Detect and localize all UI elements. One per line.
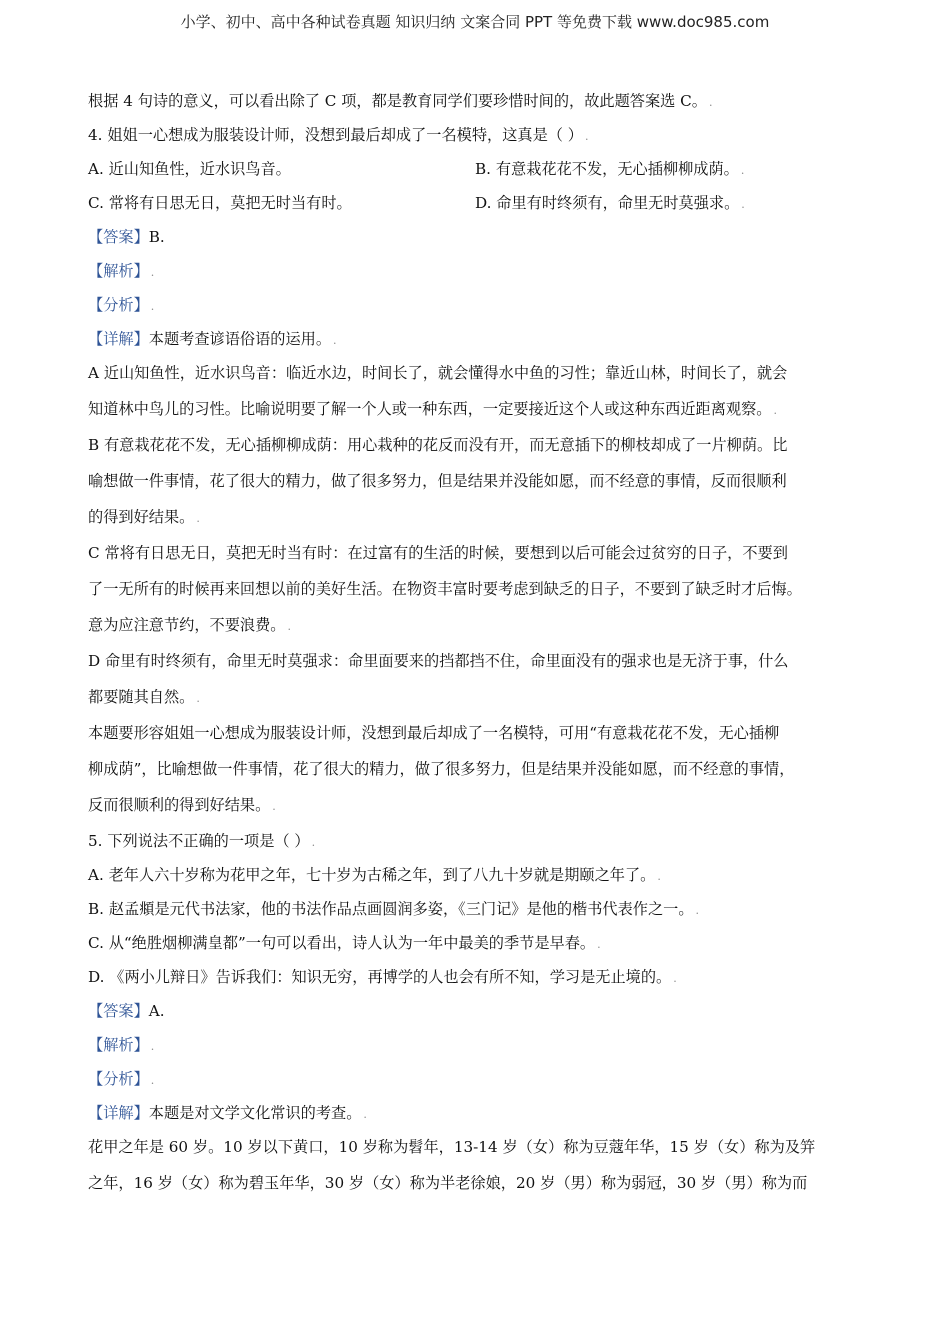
option-b: B. 赵孟頫是元代书法家，他的书法作品点画圆润多姿，《三门记》是他的楷书代表作之一。 .	[88, 900, 700, 918]
text-line: 了一无所有的时候再来回想以前的美好生活。在物资丰富时要考虑到缺乏的日子，不要到了缺乏时才后悔。	[88, 580, 802, 598]
text-line: 之年，16 岁（女）称为碧玉年华，30 岁（女）称为半老徐娘，20 岁（男）称为弱冠，30 岁（男）称为而	[88, 1174, 808, 1192]
breakdown-4: 【分析】 .	[88, 296, 155, 314]
detail-5: 【详解】本题是对文学文化常识的考查。 .	[88, 1104, 367, 1122]
text-line: B 有意栽花花不发，无心插柳柳成荫：用心栽种的花反而没有开，而无意插下的柳枝却成了一片柳荫。比	[88, 436, 788, 454]
detail-4: 【详解】本题考查谚语俗语的运用。 .	[88, 330, 337, 348]
analysis-5: 【解析】 .	[88, 1036, 155, 1054]
question-5: 5. 下列说法不正确的一项是（ ） .	[88, 832, 316, 850]
text-line: 都要随其自然。 .	[88, 688, 200, 706]
text-line: 的得到好结果。 .	[88, 508, 200, 526]
question-4-options-cd	[88, 186, 873, 220]
text-line: 根据 4 句诗的意义，可以看出除了 C 项，都是教育同学们要珍惜时间的，故此题答案选 C。 .	[88, 92, 713, 110]
text-line: A 近山知鱼性，近水识鸟音：临近水边，时间长了，就会懂得水中鱼的习性；靠近山林，时间长了，就会	[88, 364, 788, 382]
breakdown-5: 【分析】 .	[88, 1070, 155, 1088]
text-line: 意为应注意节约，不要浪费。 .	[88, 616, 291, 634]
text-line: 喻想做一件事情，花了很大的精力，做了很多努力，但是结果并没能如愿，而不经意的事情，反而很顺利	[88, 472, 787, 490]
option-c: C. 常将有日思无日，莫把无时当有时。	[88, 194, 352, 212]
option-b: B. 有意栽花花不发，无心插柳柳成荫。 .	[475, 160, 745, 178]
option-a: A. 近山知鱼性，近水识鸟音。	[88, 160, 291, 178]
answer-5: 【答案】A.	[88, 1002, 165, 1020]
text-line: 柳成荫”，比喻想做一件事情，花了很大的精力，做了很多努力，但是结果并没能如愿，而不经意的事情，	[88, 760, 795, 778]
option-d: D. 命里有时终须有，命里无时莫强求。 .	[475, 194, 745, 212]
page-header: 小学、初中、高中各种试卷真题 知识归纳 文案合同 PPT 等免费下载 www.doc985.com	[180, 13, 770, 31]
document-body	[88, 84, 873, 1202]
option-d: D. 《两小儿辩日》告诉我们：知识无穷，再博学的人也会有所不知，学习是无止境的。 .	[88, 968, 677, 986]
text-line: D 命里有时终须有，命里无时莫强求：命里面要来的挡都挡不住，命里面没有的强求也是无济于事，什么	[88, 652, 789, 670]
option-c: C. 从“绝胜烟柳满皇都”一句可以看出，诗人认为一年中最美的季节是早春。 .	[88, 934, 601, 952]
text-line: 反而很顺利的得到好结果。 .	[88, 796, 276, 814]
text-line: 知道林中鸟儿的习性。比喻说明要了解一个人或一种东西，一定要接近这个人或这种东西近距离观察。 .	[88, 400, 777, 418]
answer-tag: 【答案】	[88, 1002, 149, 1020]
answer-tag: 【答案】	[88, 228, 149, 246]
text-line: C 常将有日思无日，莫把无时当有时：在过富有的生活的时候，要想到以后可能会过贫穷的日子，不要到	[88, 544, 788, 562]
answer-4: 【答案】B.	[88, 228, 165, 246]
text-line: 花甲之年是 60 岁。10 岁以下黄口，10 岁称为髫年，13-14 岁（女）称为豆蔻年华，15 岁（女）称为及笄	[88, 1138, 816, 1156]
option-a: A. 老年人六十岁称为花甲之年，七十岁为古稀之年，到了八九十岁就是期颐之年了。 .	[88, 866, 661, 884]
question-4: 4. 姐姐一心想成为服装设计师，没想到最后却成了一名模特，这真是（ ） .	[88, 126, 589, 144]
question-4-options-ab	[88, 152, 873, 186]
text-line: 本题要形容姐姐一心想成为服装设计师，没想到最后却成了一名模特，可用“有意栽花花不发，无心插柳	[88, 724, 780, 742]
analysis-4: 【解析】 .	[88, 262, 155, 280]
